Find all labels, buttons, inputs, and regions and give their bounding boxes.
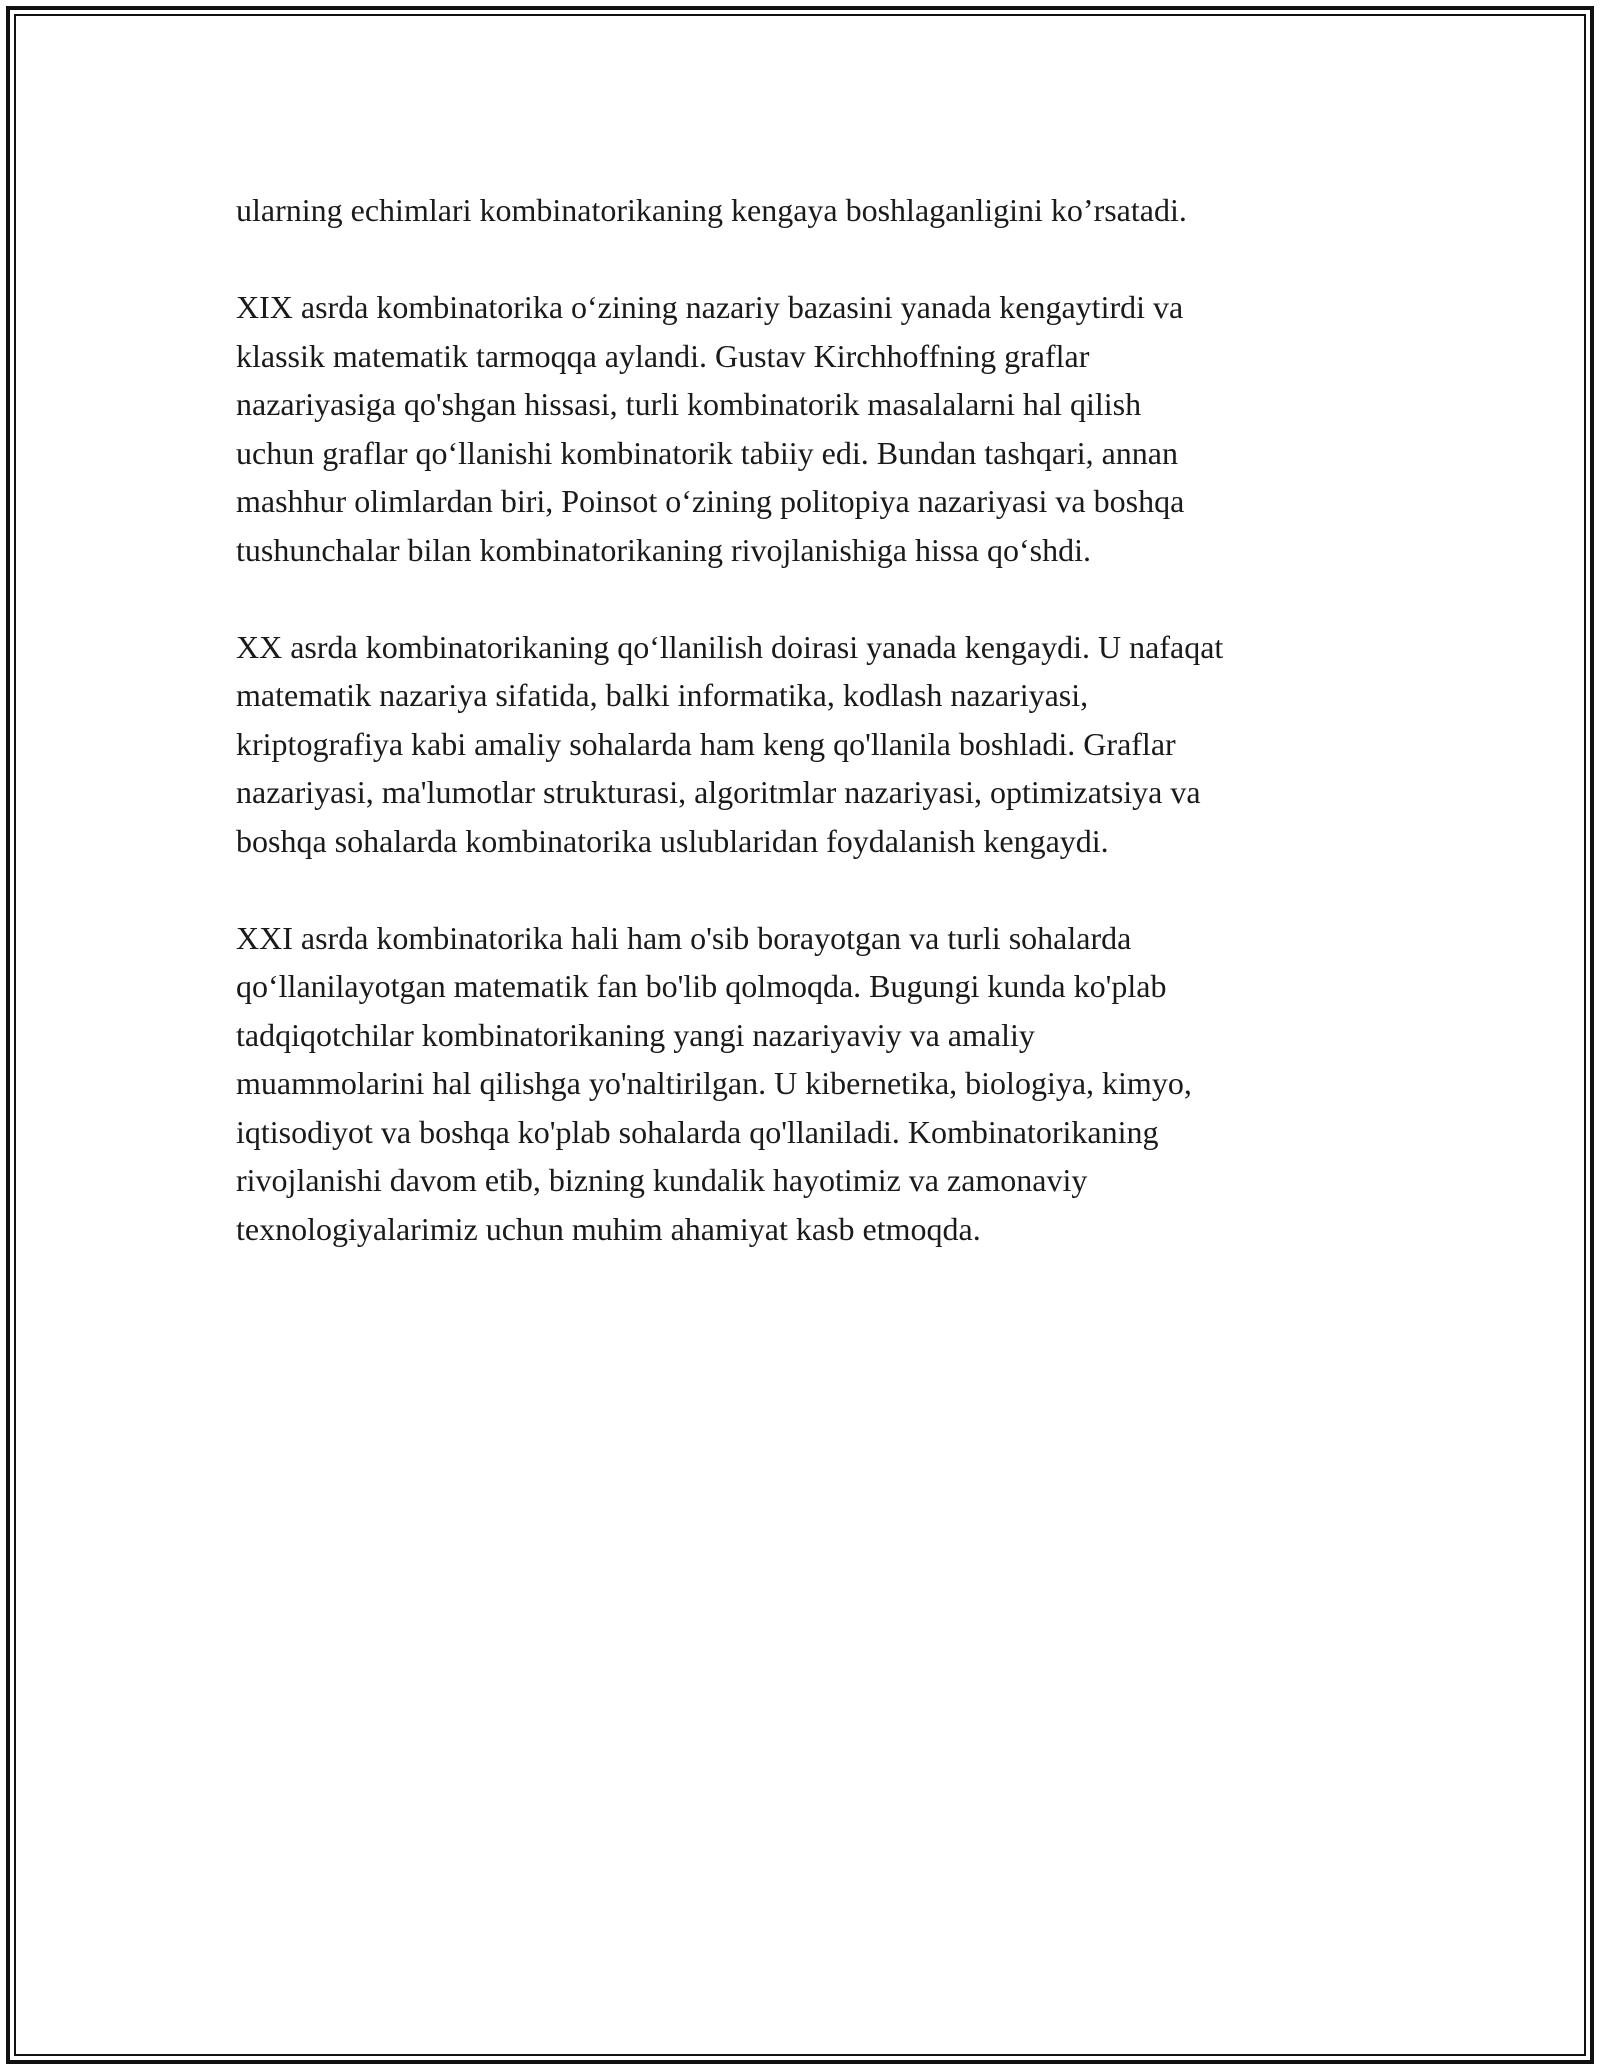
text-line: XIX asrda kombinatorika o‘zining nazariy bazasini yanada kengaytirdi va [236,289,1184,325]
text-line: tushunchalar bilan kombinatorikaning rivojlanishiga hissa qo‘shdi. [236,531,1091,568]
text-line: uchun graflar qo‘llanishi kombinatorik tabiiy edi. Bundan tashqari, annan [236,434,1178,471]
paragraph-3 [236,623,1386,866]
paragraph-1 [236,186,1386,235]
text-line: mashhur olimlardan biri, Poinsot o‘zining politopiya nazariyasi va boshqa [236,483,1185,519]
text-line: muammolarini hal qilishga yo'naltirilgan. U kibernetika, biologiya, kimyo, [236,1065,1192,1101]
text-line: iqtisodiyot va boshqa ko'plab sohalarda qo'llaniladi. Kombinatorikaning [236,1113,1159,1150]
paragraph-2 [236,283,1386,574]
text-line: rivojlanishi davom etib, bizning kundalik hayotimiz va zamonaviy [236,1162,1088,1198]
paragraph-4 [236,914,1386,1254]
text-line: boshqa sohalarda kombinatorika uslublaridan foydalanish kengaydi. [236,822,1109,859]
text-line: XX asrda kombinatorikaning qo‘llanilish doirasi yanada kengaydi. U nafaqat [236,628,1224,665]
text-line: klassik matematik tarmoqqa aylandi. Gustav Kirchhoffning graflar [236,337,1090,374]
text-line: XXI asrda kombinatorika hali ham o'sib borayotgan va turli sohalarda [236,919,1132,956]
text-line: matematik nazariya sifatida, balki informatika, kodlash nazariyasi, [236,677,1089,713]
text-line: kriptografiya kabi amaliy sohalarda ham keng qo'llanila boshladi. Graflar [236,725,1176,762]
text-line: nazariyasiga qo'shgan hissasi, turli kombinatorik masalalarni hal qilish [236,386,1142,422]
document-body [236,186,1386,1302]
text-line: tadqiqotchilar kombinatorikaning yangi nazariyaviy va amaliy [236,1016,1035,1053]
text-line: nazariyasi, ma'lumotlar strukturasi, algoritmlar nazariyasi, optimizatsiya va [236,774,1201,810]
text-line: ularning echimlari kombinatorikaning kengaya boshlaganligini ko’rsatadi. [236,192,1187,228]
text-line: texnologiyalarimiz uchun muhim ahamiyat kasb etmoqda. [236,1210,981,1247]
text-line: qo‘llanilayotgan matematik fan bo'lib qolmoqda. Bugungi kunda ko'plab [236,968,1167,1004]
